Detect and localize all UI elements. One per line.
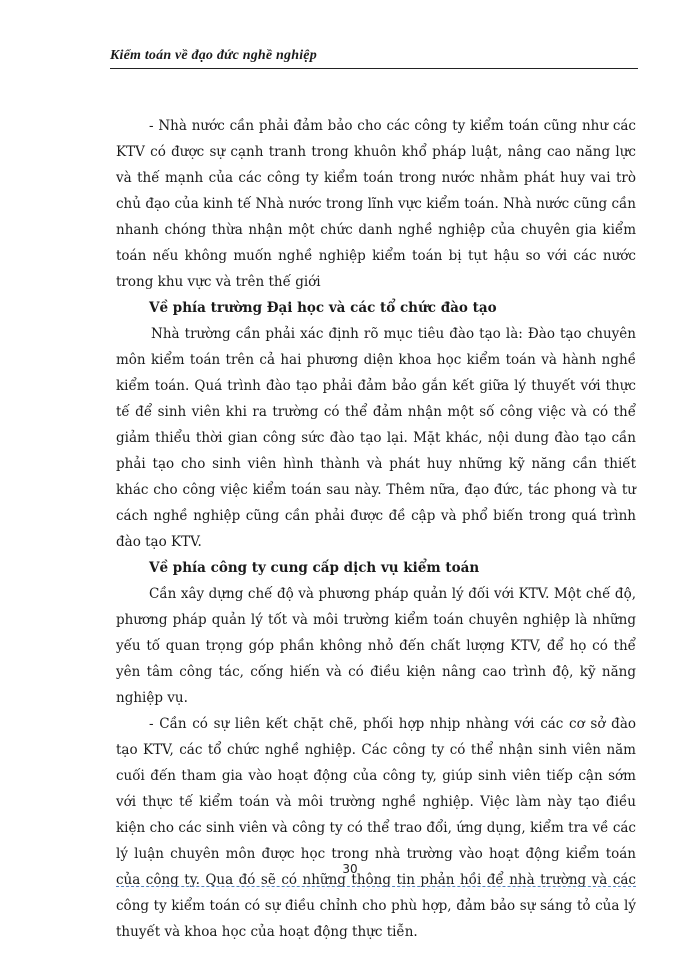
paragraph-state-role: - Nhà nước cần phải đảm bảo cho các công ty kiểm toán cũng như các KTV có được sự cạnh tranh trong khuôn khổ pháp luật, nâng cao năng lực và thế mạnh của các công ty kiểm toán trong nước nhằm phát huy vai trò chủ đạo của kinh tế Nhà nước trong lĩnh vực kiểm toán. Nhà nước cũng cần nhanh chóng thừa nhận một chức danh nghề nghiệp của chuyên gia kiểm toán nếu không muốn nghề nghiệp kiểm toán bị tụt hậu so với các nước trong khu vực và trên thế giới [116, 118, 636, 290]
paragraph-cooperation: - Cần có sự liên kết chặt chẽ, phối hợp nhịp nhàng với các cơ sở đào tạo KTV, các tổ chức nghề nghiệp. Các công ty có thể nhận sinh viên năm cuối đến tham gia vào hoạt động của công ty, giúp sinh viên tiếp cận sớm với thực tế kiểm toán và môi trường nghề nghiệp. Việc làm này tạo điều kiện cho các sinh viên và công ty có thể trao đổi, ứng dụng, kiểm tra về các lý luận chuyên môn được học trong nhà trường vào hoạt động kiểm toán của công ty. Qua đó sẽ có những thông tin phản hồi để nhà trường và các công ty kiểm toán có sự điều chỉnh cho phù hợp, đảm bảo sự sáng tỏ của lý thuyết và khoa học của hoạt động thực tiễn. [116, 716, 636, 940]
page-body [116, 113, 636, 945]
paragraph-universities: Nhà trường cần phải xác định rõ mục tiêu đào tạo là: Đào tạo chuyên môn kiểm toán trên cả hai phương diện khoa học kiểm toán và hành nghề kiểm toán. Quá trình đào tạo phải đảm bảo gắn kết giữa lý thuyết với thực tế để sinh viên khi ra trường có thể đảm nhận một số công việc và có thể giảm thiểu thời gian công sức đào tạo lại. Mặt khác, nội dung đào tạo cần phải tạo cho sinh viên hình thành và phát huy những kỹ năng cần thiết khác cho công việc kiểm toán sau này. Thêm nữa, đạo đức, tác phong và tư cách nghề nghiệp cũng cần phải được đề cập và phổ biến trong quá trình đào tạo KTV. [116, 326, 636, 550]
heading-universities: Về phía trường Đại học và các tổ chức đào tạo [149, 300, 497, 316]
page-number: 30 [342, 862, 358, 876]
running-header: Kiểm toán về đạo đức nghề nghiệp [110, 48, 317, 63]
footer-divider [116, 886, 636, 887]
heading-audit-firms: Về phía công ty cung cấp dịch vụ kiểm toán [149, 560, 480, 576]
paragraph-management: Cần xây dựng chế độ và phương pháp quản lý đối với KTV. Một chế độ, phương pháp quản lý tốt và môi trường kiểm toán chuyên nghiệp là những yếu tố quan trọng góp phần không nhỏ đến chất lượng KTV, để họ có thể yên tâm công tác, cống hiến và có điều kiện nâng cao trình độ, kỹ năng nghiệp vụ. [116, 586, 636, 706]
header-divider [110, 68, 638, 69]
